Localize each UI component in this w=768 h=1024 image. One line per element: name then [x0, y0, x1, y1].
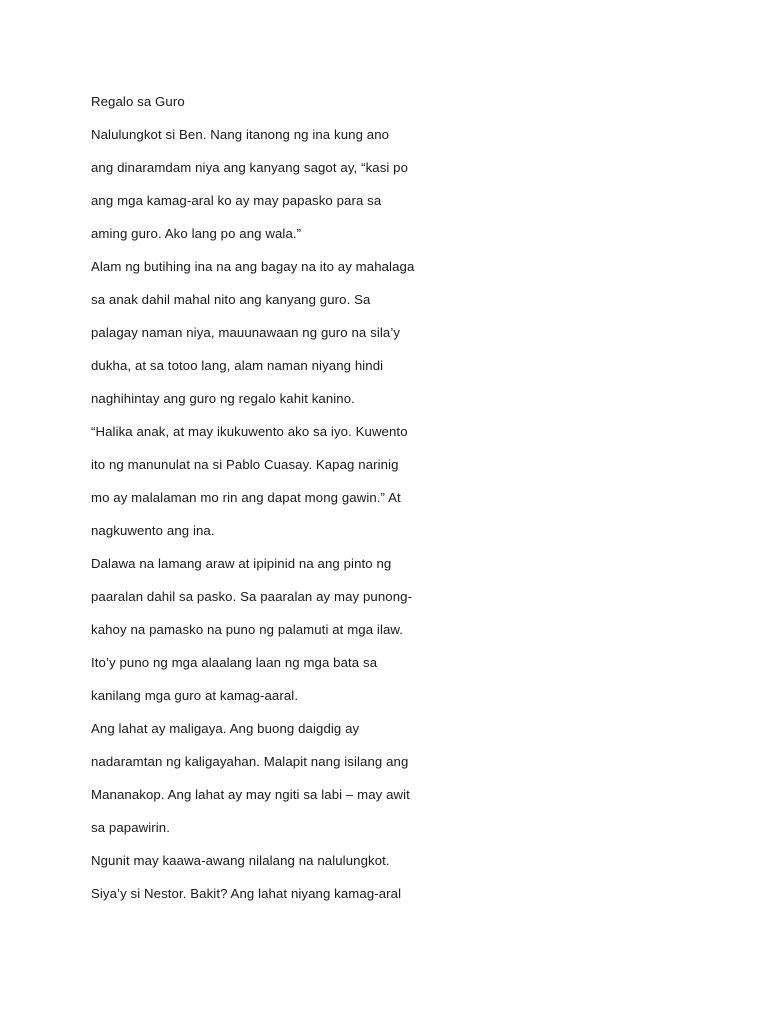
document-title: Regalo sa Guro [91, 94, 185, 109]
text-line: “Halika anak, at may ikukuwento ako sa iyo. Kuwento [91, 424, 408, 439]
text-line: ito ng manunulat na si Pablo Cuasay. Kapag narinig [91, 457, 399, 472]
text-line: paaralan dahil sa pasko. Sa paaralan ay may punong- [91, 589, 413, 604]
text-line: Mananakop. Ang lahat ay may ngiti sa labi – may awit [91, 787, 410, 802]
text-line: nadaramtan ng kaligayahan. Malapit nang isilang ang [91, 754, 409, 769]
text-line: Dalawa na lamang araw at ipipinid na ang pinto ng [91, 556, 392, 571]
text-line: Ito’y puno ng mga alaalang laan ng mga bata sa [91, 655, 378, 670]
text-line: Ang lahat ay maligaya. Ang buong daigdig ay [91, 721, 360, 736]
text-line: ang dinaramdam niya ang kanyang sagot ay, “kasi po [91, 160, 409, 175]
text-line: mo ay malalaman mo rin ang dapat mong gawin.” At [91, 490, 401, 505]
text-line: sa anak dahil mahal nito ang kanyang guro. Sa [91, 292, 371, 307]
text-line: Nalulungkot si Ben. Nang itanong ng ina kung ano [91, 127, 390, 142]
text-line: Alam ng butihing ina na ang bagay na ito ay mahalaga [91, 259, 415, 274]
text-line: sa papawirin. [91, 820, 171, 835]
text-line: kahoy na pamasko na puno ng palamuti at mga ilaw. [91, 622, 404, 637]
text-line: dukha, at sa totoo lang, alam naman niyang hindi [91, 358, 384, 373]
text-line: palagay naman niya, mauunawaan ng guro na sila’y [91, 325, 401, 340]
text-line: kanilang mga guro at kamag-aaral. [91, 688, 299, 703]
text-line: nagkuwento ang ina. [91, 523, 215, 538]
text-line: ang mga kamag-aral ko ay may papasko para sa [91, 193, 382, 208]
text-line: aming guro. Ako lang po ang wala.” [91, 226, 302, 241]
text-line: naghihintay ang guro ng regalo kahit kanino. [91, 391, 355, 406]
text-line: Siya’y si Nestor. Bakit? Ang lahat niyang kamag-aral [91, 886, 402, 901]
text-line: Ngunit may kaawa-awang nilalang na nalulungkot. [91, 853, 390, 868]
